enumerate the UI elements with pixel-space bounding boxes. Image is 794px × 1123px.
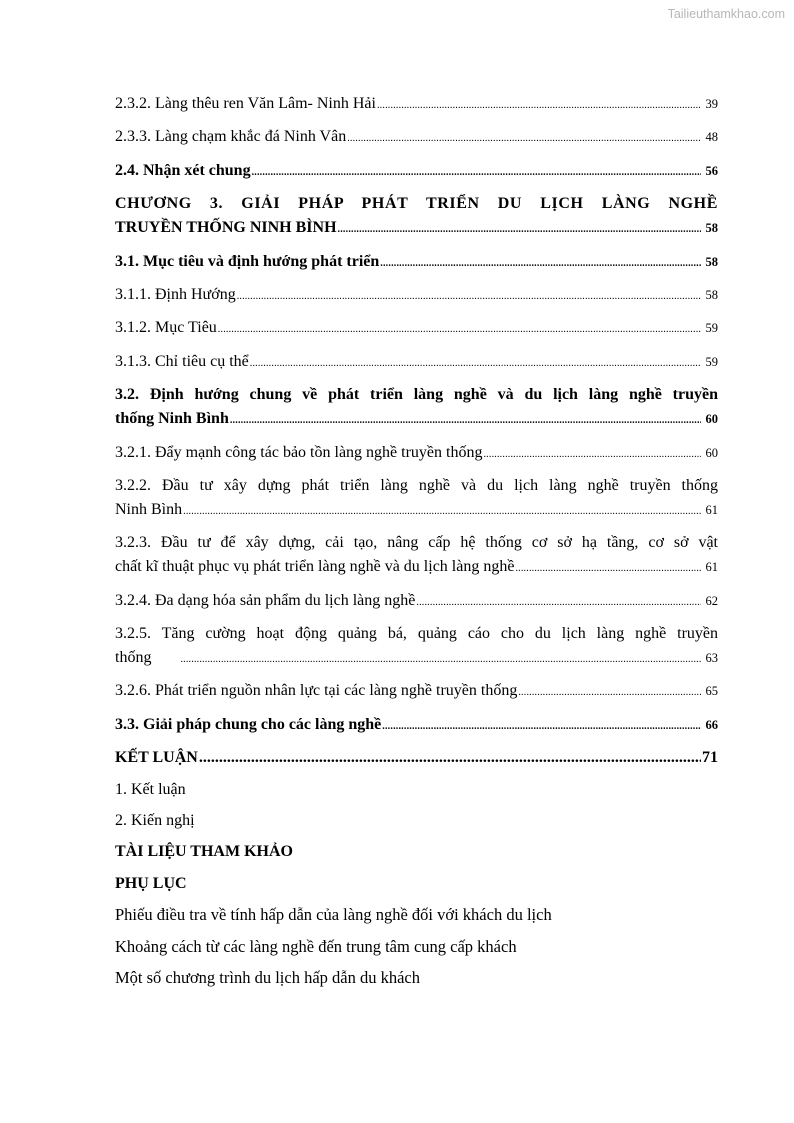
dot-leader — [518, 681, 701, 705]
toc-entry-3-2[interactable] — [115, 383, 718, 433]
toc-page-number: 59 — [705, 321, 718, 336]
dot-leader — [515, 557, 701, 581]
dot-leader — [218, 318, 701, 342]
toc-entry-kien-nghi[interactable]: 2. Kiến nghị — [115, 812, 195, 830]
toc-entry-title-line1: 3.2.5. Tăng cường hoạt động quảng bá, quảng cáo cho du lịch làng nghề truyền — [115, 625, 718, 643]
toc-page-number: 71 — [702, 749, 718, 767]
toc-entry-title: 3.2.4. Đa dạng hóa sản phẩm du lịch làng nghề — [115, 591, 416, 609]
toc-entry-title: 2.3.3. Làng chạm khắc đá Ninh Vân — [115, 128, 347, 146]
toc-page-number: 61 — [705, 502, 718, 517]
toc-entry-chapter-3[interactable] — [115, 192, 718, 242]
toc-entry-title: 3.1.1. Định Hướng — [115, 285, 236, 303]
toc-entry-title: 3.2.1. Đẩy mạnh công tác bảo tồn làng nghề truyền thống — [115, 443, 483, 461]
dot-leader — [250, 352, 701, 376]
toc-page-number: 58 — [705, 221, 718, 236]
toc-entry-3-2-3[interactable] — [115, 531, 718, 581]
toc-entry-title-line2: TRUYỀN THỐNG NINH BÌNH — [115, 219, 337, 237]
toc-entry-title: 2.3.2. Làng thêu ren Văn Lâm- Ninh Hải — [115, 95, 376, 112]
dot-leader — [347, 127, 701, 151]
toc-page-number: 56 — [705, 163, 718, 178]
toc-entry-2-3-2[interactable] — [115, 92, 718, 118]
dot-leader — [237, 285, 701, 309]
toc-entry-2-4[interactable] — [115, 159, 718, 185]
toc-page-number: 48 — [705, 130, 718, 145]
toc-entry-title-line2: Ninh Bình — [115, 500, 183, 518]
table-of-contents — [115, 92, 718, 997]
toc-page-number: 66 — [705, 717, 718, 732]
toc-entry-title-line1: CHƯƠNG 3. GIẢI PHÁP PHÁT TRIỂN DU LỊCH LÀNG NGHỀ — [115, 195, 718, 213]
toc-entry-3-1-1[interactable] — [115, 283, 718, 309]
toc-entry-title: KẾT LUẬN — [115, 749, 198, 767]
toc-entry-title-line2: thống Ninh Bình — [115, 410, 229, 428]
toc-entry-2-3-3[interactable] — [115, 125, 718, 151]
dot-leader — [252, 161, 701, 185]
toc-page-number: 58 — [705, 254, 718, 269]
toc-page-number: 60 — [705, 412, 718, 427]
toc-page-number: 63 — [705, 651, 718, 666]
toc-entry-chuong-trinh[interactable]: Một số chương trình du lịch hấp dẫn du khách — [115, 967, 420, 987]
toc-entry-title: 3.2.6. Phát triển nguồn nhân lực tại các làng nghề truyền thống — [115, 682, 518, 700]
toc-entry-title: 3.3. Giải pháp chung cho các làng nghề — [115, 715, 382, 733]
toc-entry-title-line1: 3.2.2. Đầu tư xây dựng phát triển làng nghề và du lịch làng nghề truyền thống — [115, 476, 718, 494]
toc-page-number: 59 — [705, 354, 718, 369]
dot-leader — [338, 218, 701, 242]
dot-leader — [416, 591, 701, 615]
toc-entry-title-line1: 3.2.3. Đầu tư để xây dựng, cải tạo, nâng cấp hệ thống cơ sở hạ tầng, cơ sở vật — [115, 534, 718, 552]
toc-entry-phu-luc[interactable]: PHỤ LỤC — [115, 874, 187, 892]
toc-page-number: 62 — [705, 593, 718, 608]
toc-entry-tai-lieu-tham-khao[interactable]: TÀI LIỆU THAM KHẢO — [115, 843, 293, 861]
toc-entry-3-2-2[interactable] — [115, 474, 718, 524]
toc-entry-phieu-dieu-tra[interactable]: Phiếu điều tra về tính hấp dẫn của làng nghề đối với khách du lịch — [115, 905, 552, 925]
dot-leader — [377, 94, 701, 118]
dot-leader — [483, 443, 701, 467]
toc-page-number: 58 — [705, 287, 718, 302]
toc-entry-title-line1: 3.2. Định hướng chung về phát triển làng nghề và du lịch làng nghề truyền — [115, 386, 718, 404]
toc-entry-title-line2: chất kĩ thuật phục vụ phát triển làng nghề và du lịch làng nghề — [115, 558, 515, 576]
toc-entry-3-2-4[interactable] — [115, 589, 718, 615]
dot-leader — [183, 500, 701, 524]
toc-entry-khoang-cach[interactable]: Khoảng cách từ các làng nghề đến trung tâm cung cấp khách — [115, 936, 517, 956]
dot-leader — [230, 409, 701, 433]
dot-leader — [199, 746, 701, 770]
toc-page-number: 65 — [705, 684, 718, 699]
toc-entry-ket-luan-1[interactable]: 1. Kết luận — [115, 780, 186, 798]
toc-entry-3-1[interactable] — [115, 250, 718, 276]
toc-entry-ket-luan[interactable] — [115, 746, 718, 770]
toc-entry-title-line2: thống — [115, 649, 152, 667]
toc-page-number: 61 — [705, 560, 718, 575]
toc-entry-title: 3.1. Mục tiêu và định hướng phát triển — [115, 252, 380, 270]
toc-entry-3-2-6[interactable] — [115, 679, 718, 705]
toc-entry-title: 3.1.3. Chỉ tiêu cụ thể — [115, 352, 249, 370]
toc-entry-3-1-2[interactable] — [115, 316, 718, 342]
toc-entry-3-1-3[interactable] — [115, 350, 718, 376]
toc-page-number: 39 — [705, 97, 718, 111]
toc-entry-3-3[interactable] — [115, 713, 718, 739]
toc-entry-title: 3.1.2. Mục Tiêu — [115, 319, 217, 337]
dot-leader — [382, 715, 701, 739]
watermark: Tailieuthamkhao.com — [667, 7, 785, 21]
dot-leader — [180, 648, 701, 672]
toc-entry-title: 2.4. Nhận xét chung — [115, 161, 251, 179]
toc-entry-3-2-1[interactable] — [115, 441, 718, 467]
toc-page-number: 60 — [705, 445, 718, 460]
toc-entry-3-2-5[interactable] — [115, 622, 718, 672]
dot-leader — [380, 252, 701, 276]
